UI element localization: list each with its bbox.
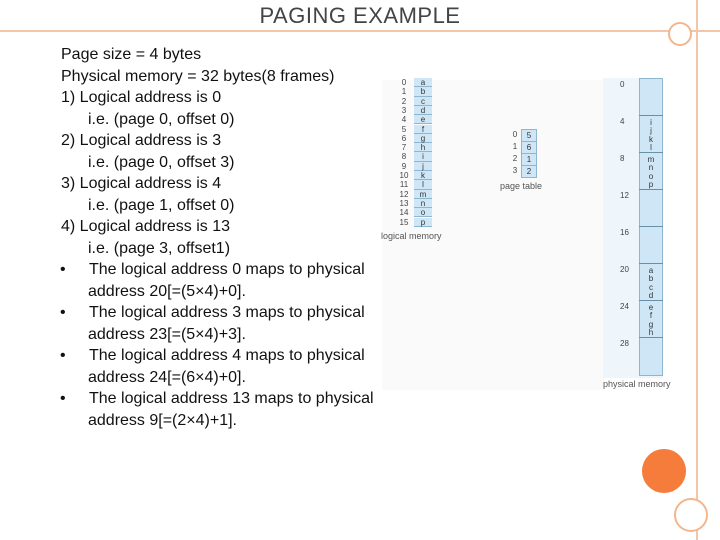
logical-address-index: 0 [401, 78, 407, 87]
logical-address-index: 2 [401, 96, 407, 106]
physical-memory-byte: i [650, 118, 652, 127]
physical-memory-byte: j [650, 126, 652, 136]
page-number: 3 [512, 166, 518, 175]
logical-address-index: 12 [399, 189, 409, 199]
frame-address: 0 [620, 80, 625, 89]
physical-memory-byte: b [648, 274, 654, 284]
decorative-circle-filled [642, 449, 686, 493]
text-line: i.e. (page 1, offset 0) [88, 196, 235, 214]
logical-address-index: 8 [401, 152, 407, 162]
frame-address: 20 [620, 265, 629, 274]
frame-divider [639, 189, 663, 190]
text-line: Physical memory = 32 bytes(8 frames) [61, 67, 335, 85]
text-line: address 24[=(6×4)+0]. [88, 368, 246, 386]
physical-memory-byte: a [648, 266, 654, 275]
logical-address-index: 15 [399, 217, 409, 227]
physical-memory-byte: c [649, 282, 653, 292]
page-number: 1 [512, 142, 518, 151]
frame-number-cell: 5 [521, 129, 537, 142]
frame-address: 4 [620, 117, 625, 126]
text-line: address 23[=(5×4)+3]. [88, 325, 246, 343]
physical-memory-byte: p [648, 179, 654, 189]
frame-divider [639, 337, 663, 338]
frame-divider [639, 115, 663, 116]
frame-address: 16 [620, 228, 629, 237]
logical-address-index: 11 [399, 180, 409, 190]
logical-memory-cell: d [414, 106, 432, 115]
logical-memory-label: logical memory [381, 231, 442, 241]
physical-memory-byte: g [648, 319, 654, 329]
physical-memory-byte: n [648, 163, 654, 173]
page-number: 0 [512, 130, 518, 139]
logical-memory-cell: o [414, 208, 432, 217]
physical-memory-byte: d [648, 290, 654, 300]
decorative-circle-bottom [674, 498, 708, 532]
frame-divider [639, 263, 663, 264]
logical-address-index: 6 [401, 133, 407, 143]
decorative-frame-vertical [696, 0, 698, 540]
logical-memory-cell: l [414, 180, 432, 189]
text-line: 2) Logical address is 3 [61, 132, 222, 149]
logical-memory-cell: j [414, 162, 432, 171]
logical-memory-cell: c [414, 97, 432, 106]
bullet-line: • The logical address 3 maps to physical [61, 302, 441, 324]
frame-divider [639, 152, 663, 153]
logical-address-index: 9 [401, 161, 407, 171]
bullet-line: • The logical address 13 maps to physical [61, 388, 441, 410]
logical-memory-cell: n [414, 199, 432, 208]
physical-memory-byte: e [648, 303, 654, 312]
frame-number-cell: 1 [521, 153, 537, 166]
frame-address: 28 [620, 339, 629, 348]
text-line: address 20[=(5×4)+0]. [88, 282, 246, 300]
frame-divider [639, 300, 663, 301]
logical-address-index: 3 [401, 105, 407, 115]
text-line: 1) Logical address is 0 [61, 89, 222, 106]
frame-address: 24 [620, 302, 629, 311]
bullet-line: • The logical address 4 maps to physical [61, 345, 441, 367]
text-line: 3) Logical address is 4 [61, 175, 222, 192]
logical-memory-cell: h [414, 143, 432, 152]
logical-address-index: 7 [401, 143, 407, 153]
logical-memory-cell: a [414, 78, 432, 87]
physical-memory-byte: f [649, 311, 653, 321]
page-number: 2 [512, 154, 518, 163]
decorative-frame-horizontal [0, 30, 720, 32]
frame-number-cell: 6 [521, 141, 537, 154]
physical-memory-label: physical memory [603, 379, 671, 389]
logical-address-index: 10 [399, 171, 409, 180]
page-table-label: page table [500, 181, 543, 191]
logical-memory-cell: g [414, 134, 432, 143]
text-line: i.e. (page 0, offset 0) [88, 110, 235, 128]
slide-title: PAGING EXAMPLE [259, 3, 461, 28]
logical-memory-cell: k [414, 171, 432, 180]
text-line: 4) Logical address is 13 [61, 218, 230, 235]
logical-address-index: 14 [399, 208, 409, 218]
logical-memory-cell: b [414, 87, 432, 96]
frame-divider [639, 226, 663, 227]
logical-memory-cell: i [414, 152, 432, 161]
text-line: address 9[=(2×4)+1]. [88, 411, 237, 429]
text-line: Page size = 4 bytes [61, 46, 202, 63]
frame-number-cell: 2 [521, 165, 537, 178]
logical-address-index: 13 [399, 198, 409, 208]
text-line: i.e. (page 0, offset 3) [88, 153, 235, 171]
physical-memory-byte: m [647, 155, 655, 164]
physical-memory-byte: k [649, 134, 653, 144]
physical-memory-byte: h [648, 327, 654, 337]
logical-memory-cell: m [414, 190, 432, 199]
physical-memory-byte: l [650, 142, 652, 152]
logical-memory-cell: f [414, 125, 432, 134]
logical-address-index: 4 [401, 115, 407, 125]
bullet-line: • The logical address 0 maps to physical [61, 259, 441, 281]
logical-address-index: 1 [401, 87, 407, 97]
text-line: i.e. (page 3, offset1) [88, 239, 231, 257]
physical-memory-byte: o [648, 171, 654, 181]
frame-address: 8 [620, 154, 625, 163]
logical-memory-cell: p [414, 218, 432, 227]
logical-address-index: 5 [401, 124, 407, 134]
logical-memory-cell: e [414, 115, 432, 124]
frame-address: 12 [620, 191, 629, 200]
